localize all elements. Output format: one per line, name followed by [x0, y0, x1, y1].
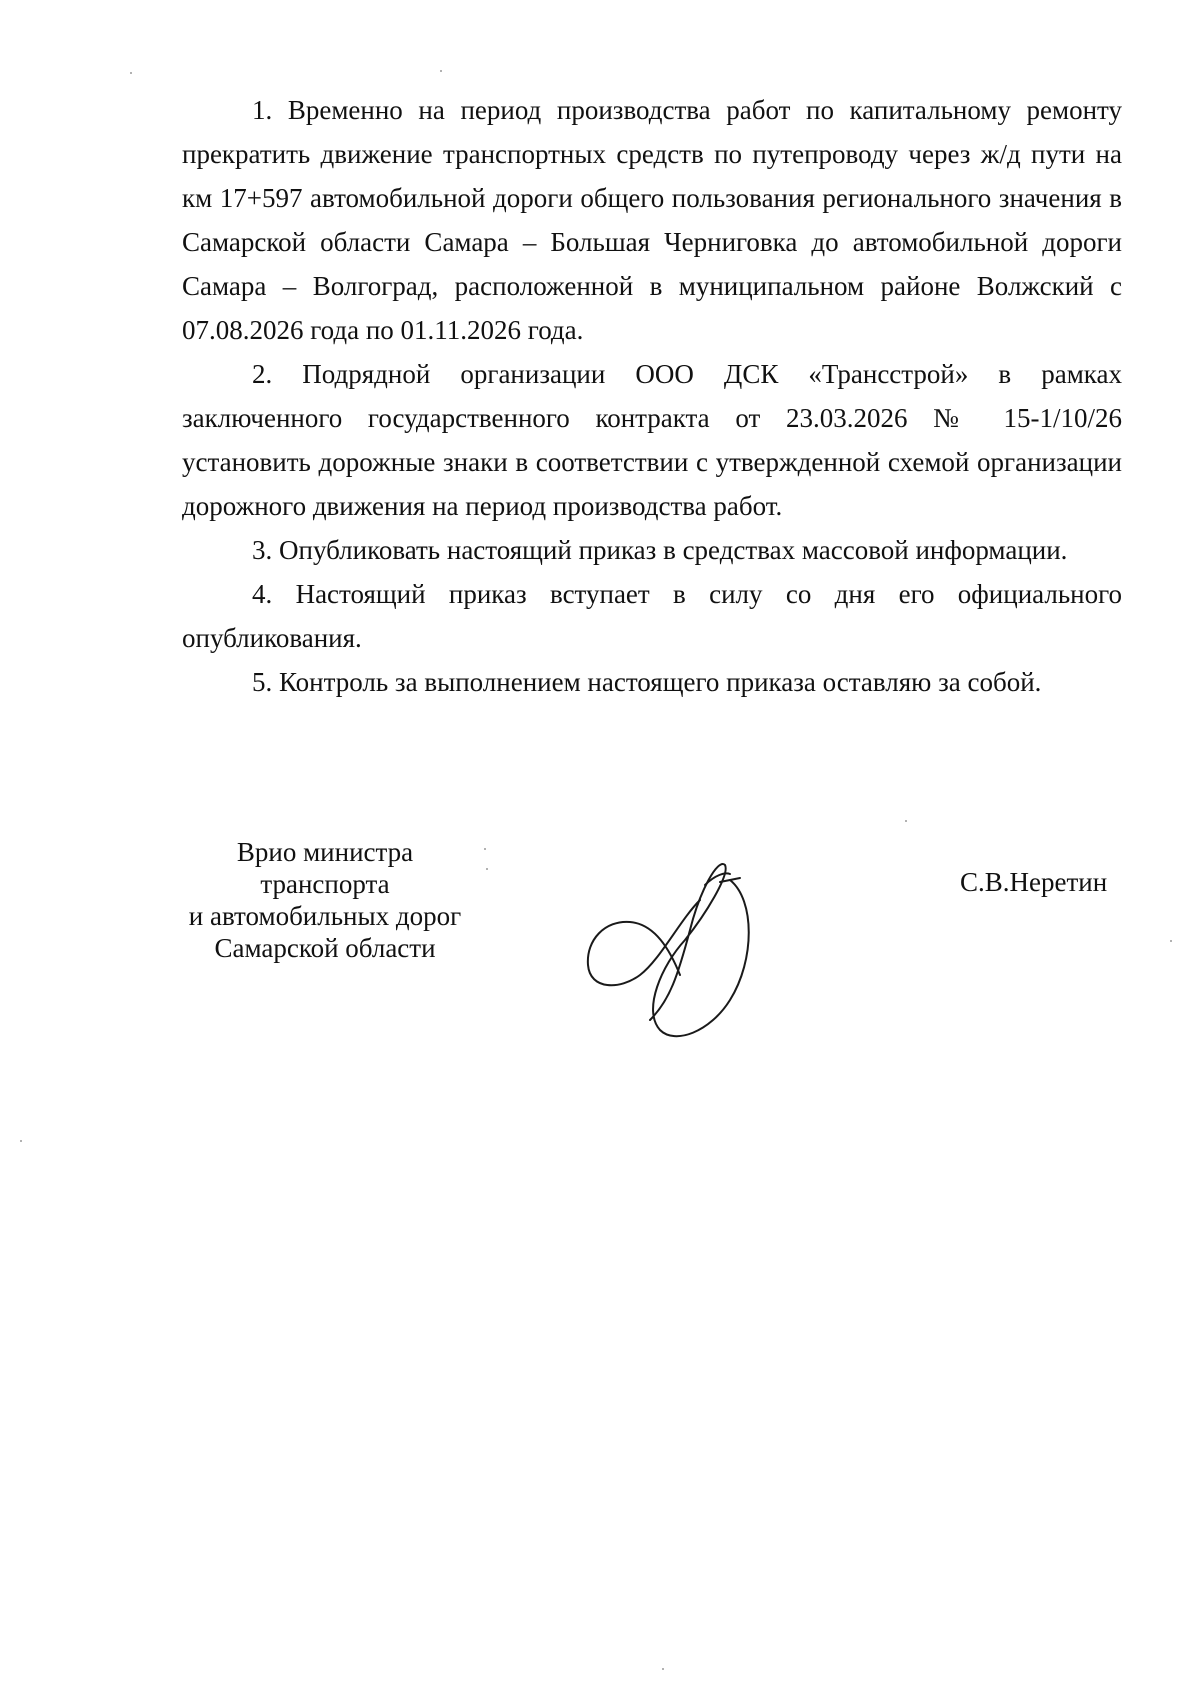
- signatory-name: С.В.Неретин: [960, 867, 1108, 897]
- position-line-1: Врио министра: [236, 837, 414, 867]
- scan-speck: [486, 868, 488, 870]
- scan-speck: [130, 72, 132, 74]
- paragraph-4: 4. Настоящий приказ вступает в силу со дня его официального опубликования.: [182, 579, 1122, 653]
- position-line-4: Самарской области: [214, 933, 436, 963]
- handwritten-signature: [580, 860, 790, 1040]
- document-body: [182, 88, 1122, 704]
- signatory-position: [160, 836, 490, 964]
- paragraph-3: 3. Опубликовать настоящий приказ в средствах массовой информации.: [252, 535, 1068, 565]
- scan-speck: [484, 848, 486, 850]
- paragraph-5: 5. Контроль за выполнением настоящего приказа оставляю за собой.: [252, 667, 1042, 697]
- position-line-2: транспорта: [260, 869, 390, 899]
- scan-speck: [662, 1668, 664, 1670]
- scan-speck: [1170, 940, 1172, 942]
- scan-speck: [440, 70, 442, 72]
- paragraph-2: 2. Подрядной организации ООО ДСК «Трансстрой» в рамках заключенного государственного контракта от 23.03.2026 № 15-1/10/26 установить дорожные знаки в соответствии с утвержденной схемой организации дорожного движения на период производства работ.: [182, 359, 1122, 521]
- scan-speck: [905, 820, 907, 822]
- paragraph-1: 1. Временно на период производства работ по капитальному ремонту прекратить движение транспортных средств по путепроводу через ж/д пути на км 17+597 автомобильной дороги общего пользования регионального значения в Самарской области Самара – Большая Черниговка до автомобильной дороги Самара – Волгоград, расположенной в муниципальном районе Волжский с 07.08.2026 года по 01.11.2026 года.: [182, 95, 1122, 345]
- position-line-3: и автомобильных дорог: [188, 901, 462, 931]
- scan-speck: [20, 1140, 22, 1142]
